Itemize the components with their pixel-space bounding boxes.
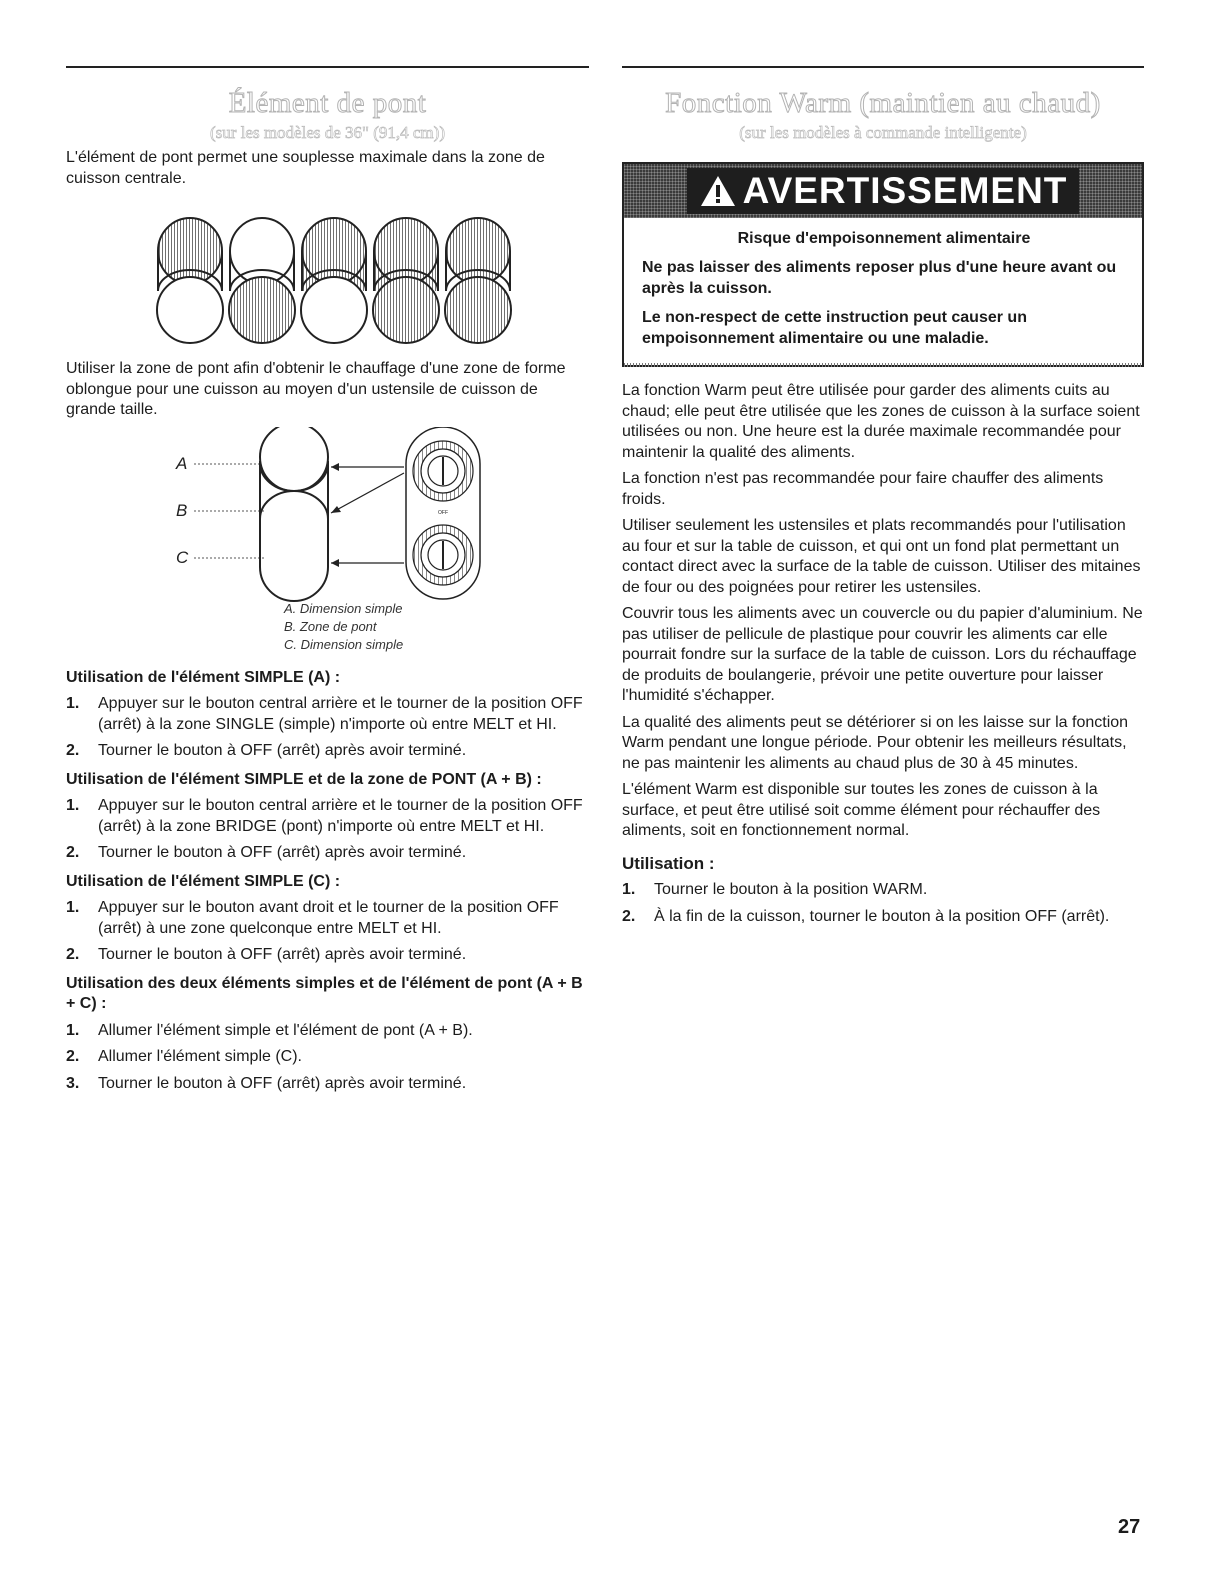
step-text: Tourner le bouton à OFF (arrêt) après avoir terminé. bbox=[98, 1074, 467, 1092]
element-2-illustration bbox=[229, 218, 295, 343]
step-number: 3. bbox=[66, 1074, 80, 1092]
steps-list bbox=[66, 796, 589, 864]
intro-paragraph: L'élément de pont permet une souplesse maximale dans la zone de cuisson centrale. bbox=[66, 149, 545, 187]
step-item bbox=[66, 1074, 589, 1095]
step-item bbox=[66, 796, 589, 837]
bridge-control-diagram bbox=[66, 427, 589, 602]
label-c: C bbox=[176, 547, 189, 567]
warning-line-2: Le non-respect de cette instruction peut causer un empoisonnement alimentaire ou une maladie. bbox=[642, 309, 1027, 347]
warning-line-1: Ne pas laisser des aliments reposer plus d'une heure avant ou après la cuisson. bbox=[642, 259, 1117, 297]
top-rule bbox=[66, 66, 589, 68]
instruction-section-simple-c bbox=[66, 872, 589, 966]
step-text: Appuyer sur le bouton central arrière et le tourner de la position OFF (arrêt) à la zone SINGLE (simple) n'importe où entre MELT et HI. bbox=[98, 695, 583, 733]
warning-heading: Risque d'empoisonnement alimentaire bbox=[737, 230, 1031, 247]
caption-a: A. Dimension simple bbox=[284, 600, 403, 616]
step-item bbox=[66, 741, 589, 762]
left-column bbox=[66, 66, 589, 1100]
warning-box bbox=[622, 162, 1144, 367]
usage-steps-list bbox=[622, 880, 1144, 927]
step-item bbox=[66, 1021, 589, 1042]
step-text: Appuyer sur le bouton central arrière et le tourner de la position OFF (arrêt) à la zone BRIDGE (pont) n'importe où entre MELT et HI. bbox=[98, 797, 583, 835]
bridge-usage-paragraph: Utiliser la zone de pont afin d'obtenir le chauffage d'une zone de forme oblongue pour une cuisson au moyen d'un ustensile de cuisson de grande taille. bbox=[66, 360, 566, 418]
step-number: 2. bbox=[622, 907, 636, 925]
instruction-section-all bbox=[66, 974, 589, 1095]
section-subtitle-warm: (sur les modèles à commande intelligente) bbox=[739, 123, 1027, 142]
section-title-bridge: Élément de pont bbox=[228, 87, 427, 119]
step-item bbox=[66, 843, 589, 864]
step-item bbox=[622, 907, 1144, 928]
element-5-illustration bbox=[445, 218, 511, 343]
step-number: 1. bbox=[66, 1021, 80, 1039]
step-number: 2. bbox=[66, 946, 80, 963]
warm-paragraph-3: Utiliser seulement les ustensiles et plats recommandés pour l'utilisation au four et sur la table de cuisson, et qui ont un fond plat permettant un contact direct avec la surface de la table de cuisson. Utiliser des mitaines de four ou des poignées pour retirer les ustensiles. bbox=[622, 517, 1141, 596]
step-item bbox=[66, 898, 589, 939]
step-text: Allumer l'élément simple et l'élément de pont (A + B). bbox=[98, 1021, 473, 1039]
steps-list bbox=[66, 694, 589, 762]
bridge-element-shape bbox=[260, 427, 328, 601]
step-number: 1. bbox=[66, 899, 80, 916]
steps-list bbox=[66, 1021, 589, 1095]
warm-paragraph-2: La fonction n'est pas recommandée pour faire chauffer des aliments froids. bbox=[622, 470, 1104, 508]
step-item bbox=[622, 880, 1144, 901]
step-number: 2. bbox=[66, 742, 80, 759]
step-number: 2. bbox=[66, 844, 80, 861]
step-text: À la fin de la cuisson, tourner le bouton à la position OFF (arrêt). bbox=[654, 907, 1110, 925]
section-heading: Utilisation de l'élément SIMPLE et de la zone de PONT (A + B) : bbox=[66, 770, 542, 788]
knob-off-label: OFF bbox=[438, 509, 448, 516]
warning-banner-label bbox=[687, 168, 1080, 214]
instruction-section-simple-a bbox=[66, 668, 589, 762]
warm-paragraph-5: La qualité des aliments peut se détériorer si on les laisse sur la fonction Warm pendant une longue période. Pour obtenir les meilleurs résultats, ne pas maintenir les aliments au chaud plus de 30 à 45 minutes. bbox=[622, 713, 1129, 772]
step-text: Tourner le bouton à la position WARM. bbox=[654, 881, 928, 898]
page-number: 27 bbox=[1118, 1516, 1141, 1538]
warning-word: AVERTISSEMENT bbox=[742, 170, 1068, 211]
warning-triangle-icon bbox=[699, 174, 737, 208]
warm-paragraph-4: Couvrir tous les aliments avec un couvercle ou du papier d'aluminium. Ne pas utiliser de pellicule de plastique pour couvrir les aliments car elle pourrait fondre sur la surface de la table de cuisson. Lors du réchauffage de produits de boulangerie, prévoir une petite ouverture pour laisser l'humidité s'échapper. bbox=[622, 605, 1143, 704]
warm-paragraph-1: La fonction Warm peut être utilisée pour garder des aliments cuits au chaud; elle peut être utilisée que les zones de cuisson à la surface soient utilisées ou non. Une heure est la durée maximale recommandée pour maintenir la qualité des aliments. bbox=[622, 382, 1140, 461]
step-text: Tourner le bouton à OFF (arrêt) après avoir terminé. bbox=[98, 844, 467, 861]
diagram-caption bbox=[284, 600, 589, 654]
section-heading: Utilisation des deux éléments simples et de l'élément de pont (A + B + C) : bbox=[66, 974, 583, 1012]
control-knobs-illustration bbox=[406, 427, 480, 599]
step-item bbox=[66, 945, 589, 966]
label-a: A bbox=[176, 453, 188, 473]
caption-b: B. Zone de pont bbox=[284, 618, 377, 634]
warning-body bbox=[624, 218, 1142, 365]
bridge-elements-diagram bbox=[66, 207, 589, 347]
step-item bbox=[66, 1047, 589, 1068]
element-4-illustration bbox=[373, 218, 439, 343]
section-heading: Utilisation de l'élément SIMPLE (C) : bbox=[66, 872, 341, 890]
steps-list bbox=[66, 898, 589, 966]
element-3-illustration bbox=[301, 218, 367, 343]
step-text: Appuyer sur le bouton avant droit et le tourner de la position OFF (arrêt) à une zone quelconque entre MELT et HI. bbox=[98, 899, 559, 937]
label-b: B bbox=[176, 500, 188, 520]
step-number: 1. bbox=[622, 881, 636, 898]
step-item bbox=[66, 694, 589, 735]
warning-banner bbox=[624, 164, 1142, 218]
step-text: Allumer l'élément simple (C). bbox=[98, 1048, 302, 1065]
instruction-section-simple-bridge bbox=[66, 770, 589, 864]
step-number: 2. bbox=[66, 1048, 80, 1065]
section-heading: Utilisation de l'élément SIMPLE (A) : bbox=[66, 668, 341, 686]
element-1-illustration bbox=[157, 218, 223, 343]
right-column bbox=[622, 66, 1144, 933]
step-number: 1. bbox=[66, 695, 80, 712]
step-text: Tourner le bouton à OFF (arrêt) après avoir terminé. bbox=[98, 946, 467, 963]
step-text: Tourner le bouton à OFF (arrêt) après avoir terminé. bbox=[98, 742, 467, 759]
caption-c: C. Dimension simple bbox=[284, 636, 404, 652]
section-title-warm: Fonction Warm (maintien au chaud) bbox=[665, 87, 1101, 119]
step-number: 1. bbox=[66, 797, 80, 814]
warm-paragraph-6: L'élément Warm est disponible sur toutes les zones de cuisson à la surface, et peut être utilisé soit comme élément pour réchauffer des aliments, soit en fonctionnement normal. bbox=[622, 781, 1101, 839]
top-rule bbox=[622, 66, 1144, 68]
section-subtitle-bridge: (sur les modèles de 36" (91,4 cm)) bbox=[210, 123, 445, 142]
usage-heading: Utilisation : bbox=[622, 853, 715, 873]
